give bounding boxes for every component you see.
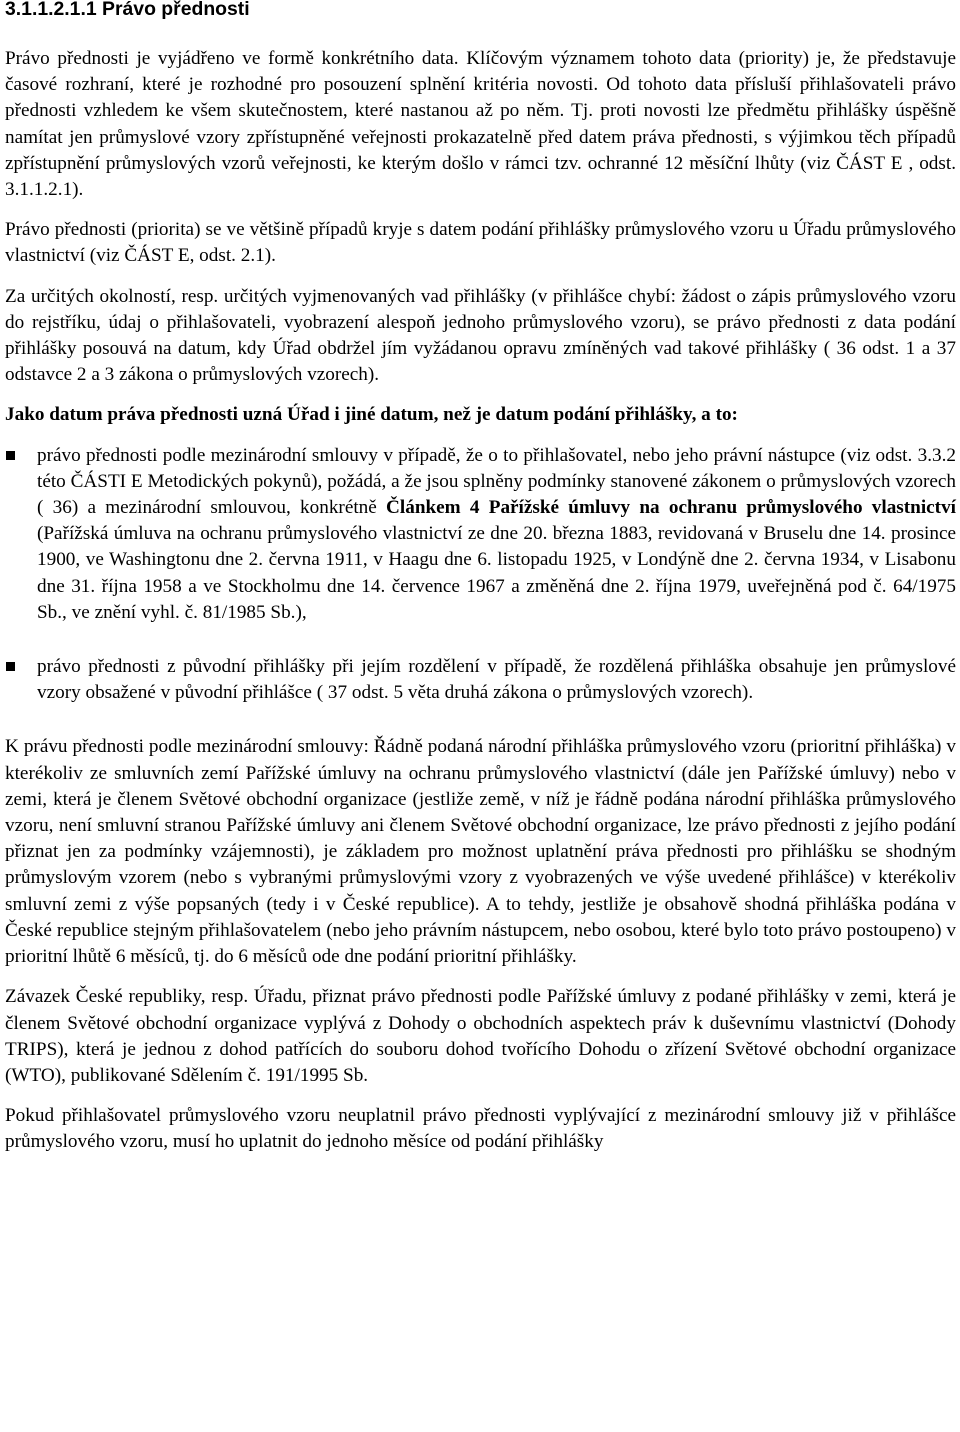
- bullet-square-icon: [6, 662, 15, 671]
- bullet-text-bold: Článkem 4 Pařížské úmluvy na ochranu průmyslového vlastnictví: [386, 497, 956, 519]
- section-heading: 3.1.1.2.1.1 Právo přednosti: [5, 0, 250, 20]
- bullet-text-part: právo přednosti podle mezinárodní smlouvy v případě, že o to přihlašovatel, nebo jeho právní nástupce (viz odst. 3.3.2 této ČÁSTI E Metodických pokynů), požádá, a že jsou splněny podmínky stanovené zákonem o průmyslových vzorech ( 36) a mezinárodní smlouvou, konkrétně: [37, 444, 956, 519]
- priority-bullet-list: [5, 443, 956, 707]
- paragraph-other-dates-heading: Jako datum práva přednosti uzná Úřad i jiné datum, než je datum podání přihlášky, a to:: [5, 404, 738, 426]
- paragraph-priority-definition: Právo přednosti je vyjádřeno ve formě konkrétního data. Klíčovým významem tohoto data (priority) je, že představuje časové rozhraní, které je rozhodné pro posouzení splnění kritéria novosti. Od tohoto data přísluší přihlašovateli právo přednosti vzhledem ke všem skutečnostem, které nastanou až po něm. Tj. proti novosti lze předmětu přihlášky úspěšně namítat jen průmyslové vzory zpřístupněné veřejnosti prokazatelně před datem práva přednosti, s výjimkou těch případů zpřístupnění průmyslových vzorů veřejnosti, ke kterým došlo v rámci tzv. ochranné 12 měsíční lhůty (viz ČÁST E , odst. 3.1.1.2.1).: [5, 48, 956, 201]
- bullet-text: právo přednosti z původní přihlášky při jejím rozdělení v případě, že rozdělená přihláška obsahuje jen průmyslové vzory obsažené v původní přihlášce ( 37 odst. 5 věta druhá zákona o průmyslových vzorech).: [37, 656, 956, 704]
- bullet-international-treaty: [5, 443, 956, 626]
- bullet-divided-application: [5, 654, 956, 706]
- paragraph-international-priority: K právu přednosti podle mezinárodní smlouvy: Řádně podaná národní přihláška průmyslového vzoru (prioritní přihláška) v kterékoliv ze smluvních zemí Pařížské úmluvy na ochranu průmyslového vlastnictví (dále jen Pařížské úmluvy) nebo v zemi, která je členem Světové obchodní organizace (jestliže země, v níž je řádně podána národní přihláška průmyslového vzoru, není smluvní stranou Pařížské úmluvy ani členem Světové obchodní organizace, lze právo přednosti z jejího podání přiznat jen za podmínky vzájemnosti), je základem pro možnost uplatnění práva přednosti pro přihlášku se shodným průmyslovým vzorem (nebo s vybranými průmyslovými vzory z vyobrazených ve výše uvedené přihlášce) v kterékoliv smluvní zemi z výše popsaných (tedy i v České republice). A to tehdy, jestliže je obsahově shodná přihláška podána v České republice stejným přihlašovatelem (nebo jeho právním nástupcem, nebo osobou, které bylo toto právo postoupeno) v prioritní lhůtě 6 měsíců, tj. do 6 měsíců ode dne podání prioritní přihlášky.: [5, 736, 956, 968]
- paragraph-priority-filing-date: Právo přednosti (priorita) se ve většině případů kryje s datem podání přihlášky průmyslového vzoru u Úřadu průmyslového vlastnictví (viz ČÁST E, odst. 2.1).: [5, 219, 956, 267]
- paragraph-claim-deadline: Pokud přihlašovatel průmyslového vzoru neuplatnil právo přednosti vyplývající z mezinárodní smlouvy již v přihlášce průmyslového vzoru, musí ho uplatnit do jednoho měsíce od podání přihlášky: [5, 1105, 956, 1153]
- paragraph-priority-defects: Za určitých okolností, resp. určitých vyjmenovaných vad přihlášky (v přihlášce chybí: žádost o zápis průmyslového vzoru do rejstříku, údaj o přihlašovateli, vyobrazení alespoň jednoho průmyslového vzoru), se právo přednosti z data podání přihlášky posouvá na datum, kdy Úřad obdržel jím vyžádanou opravu zmíněných vad takové přihlášky ( 36 odst. 1 a 37 odstavce 2 a 3 zákona o průmyslových vzorech).: [5, 285, 956, 386]
- bullet-text-part: (Pařížská úmluva na ochranu průmyslového vlastnictví ze dne 20. března 1883, revidovaná v Bruselu dne 14. prosince 1900, ve Washingtonu dne 2. června 1911, v Haagu dne 6. listopadu 1925, v Londýně dne 2. června 1934, v Lisabonu dne 31. října 1958 a ve Stockholmu dne 14. července 1967 a změněná dne 2. října 1979, uveřejněná pod č. 64/1975 Sb., ve znění vyhl. č. 81/1985 Sb.),: [37, 523, 956, 623]
- bullet-square-icon: [6, 451, 15, 460]
- paragraph-czech-obligation: Závazek České republiky, resp. Úřadu, přiznat právo přednosti podle Pařížské úmluvy z podané přihlášky v zemi, která je členem Světové obchodní organizace vyplývá z Dohody o obchodních aspektech práv k duševnímu vlastnictví (Dohody TRIPS), která je jednou z dohod patřících do souboru dohod tvořícího Dohodu o zřízení Světové obchodní organizace (WTO), publikované Sdělením č. 191/1995 Sb.: [5, 986, 956, 1086]
